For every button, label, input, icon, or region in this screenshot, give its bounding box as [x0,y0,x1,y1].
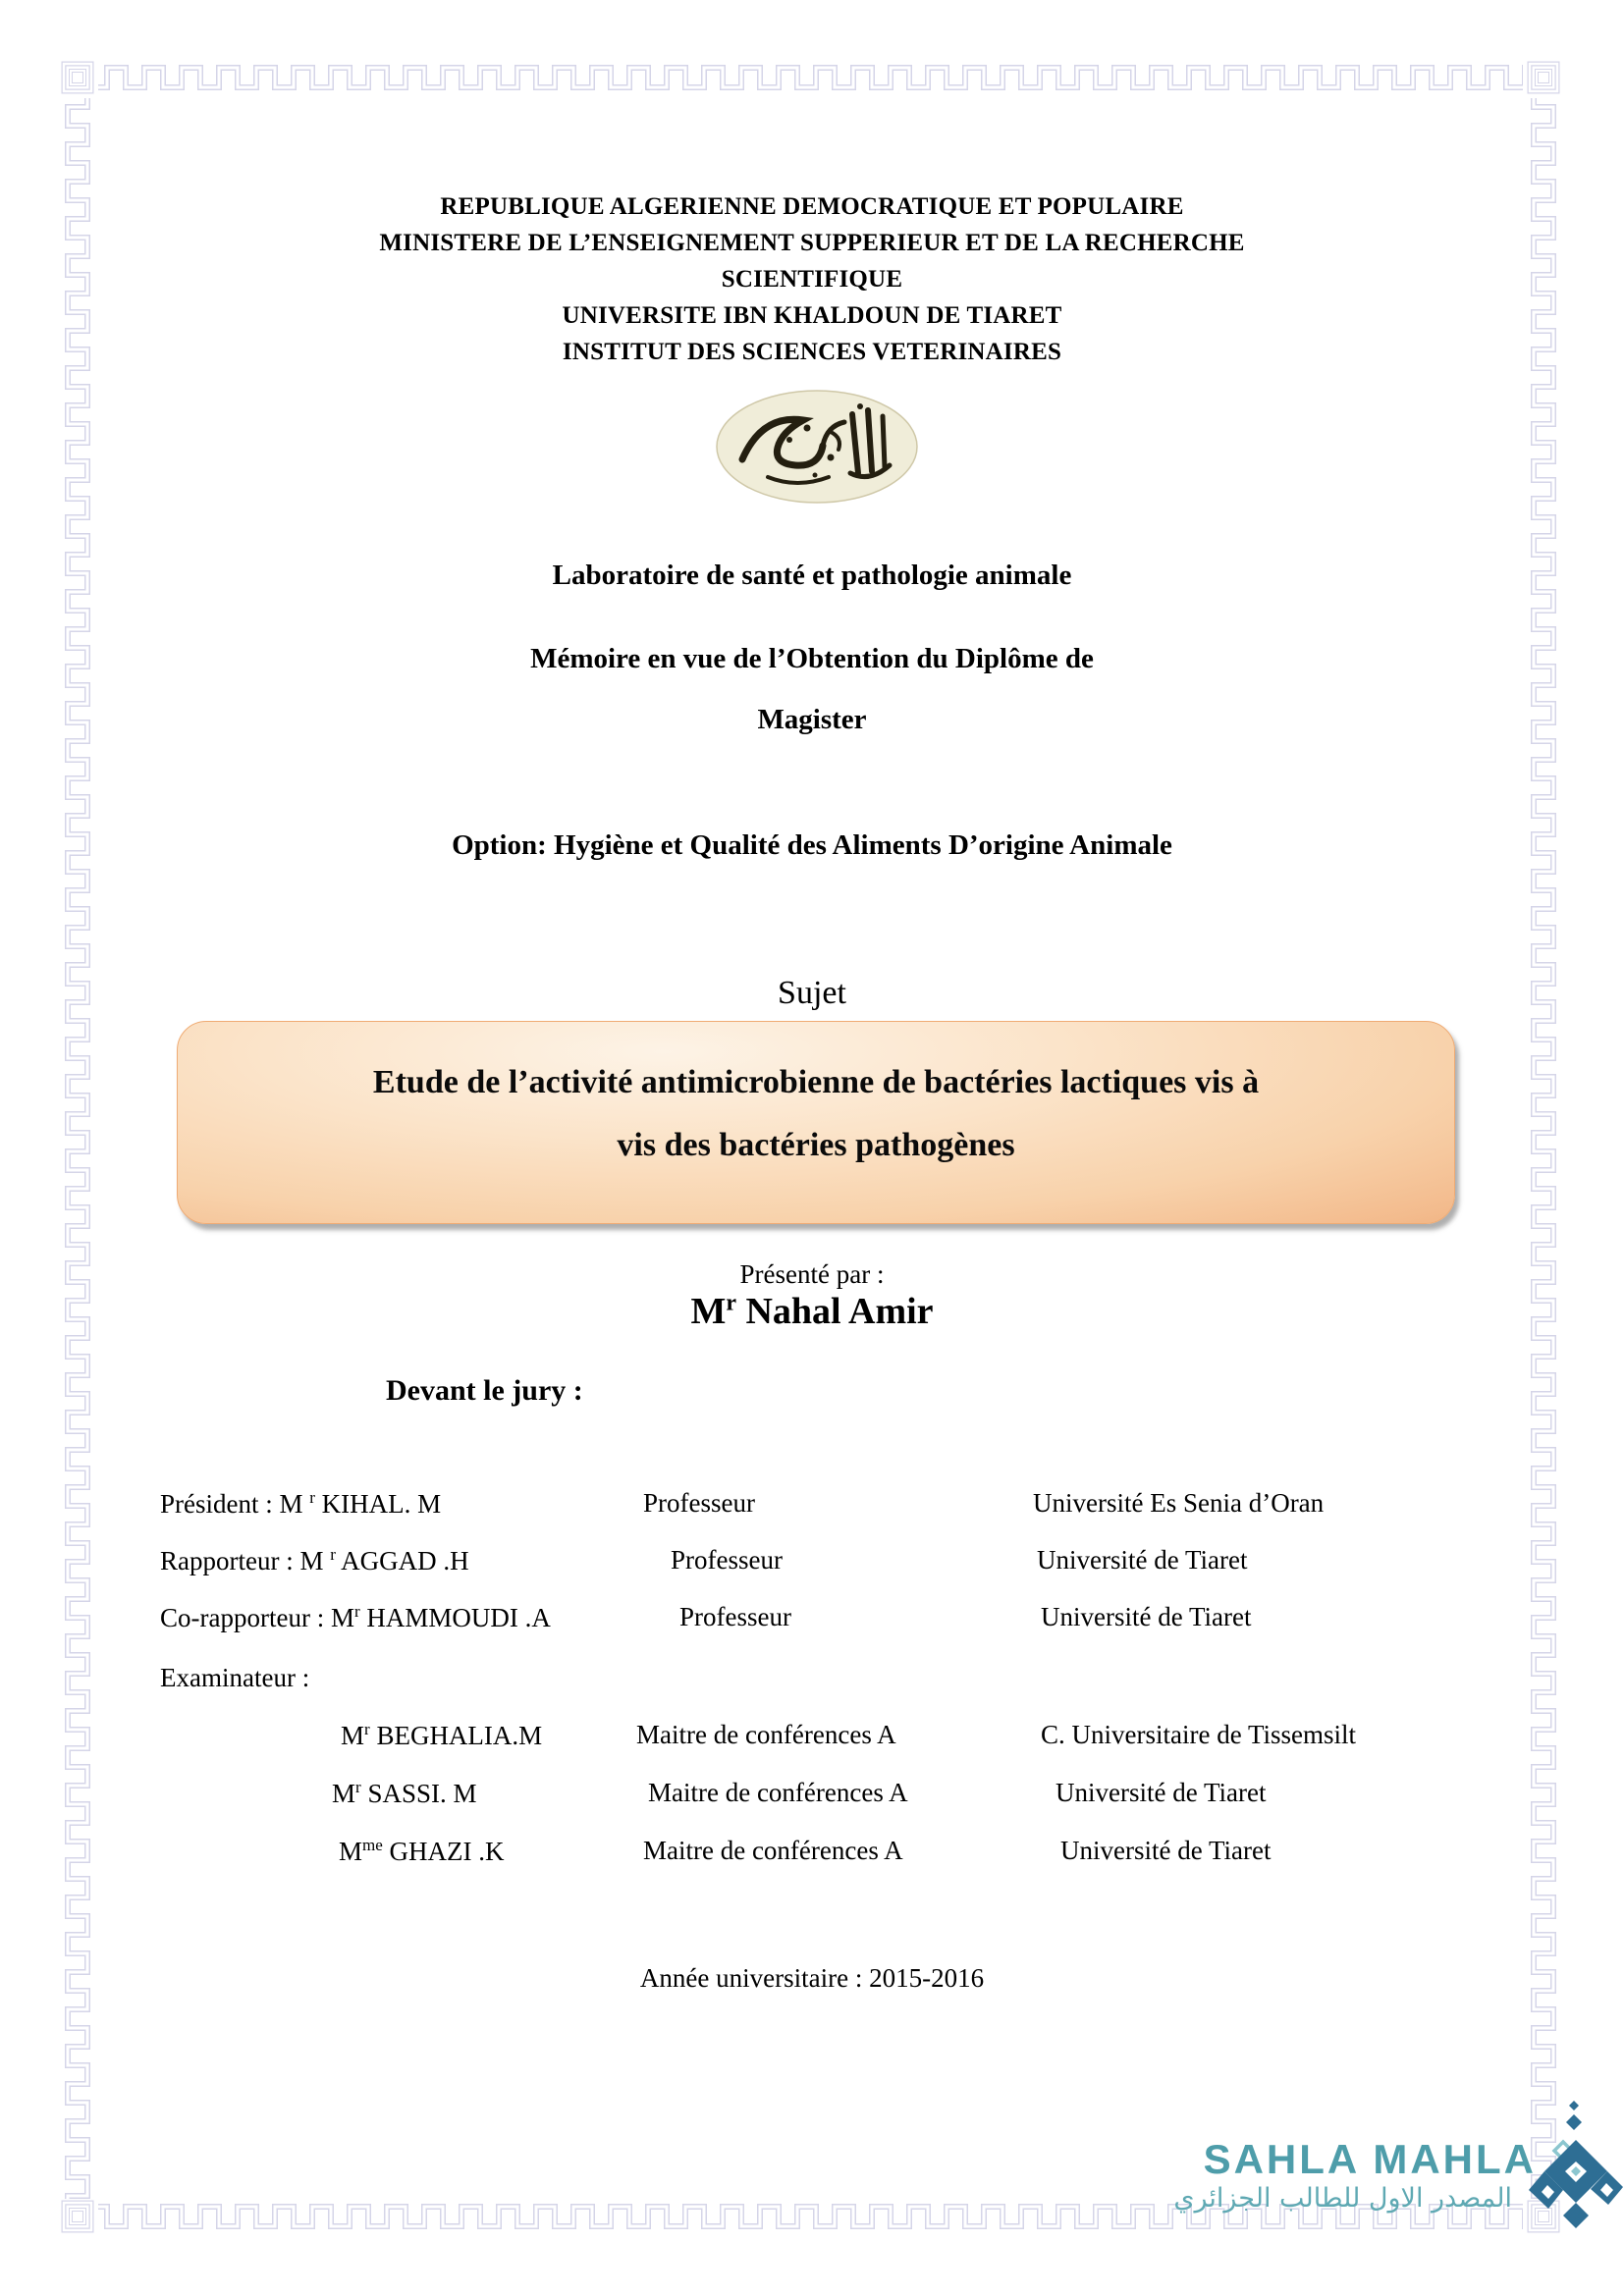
institution-header [0,188,1624,370]
diploma-line: Magister [757,704,867,735]
corner-motif-top-right [1530,64,1557,91]
author-rest: Nahal Amir [735,1291,934,1332]
republic-line: REPUBLIQUE ALGERIENNE DEMOCRATIQUE ET POPULAIRE [440,193,1184,220]
examinateur-label: Examinateur : [160,1663,310,1692]
thesis-title-line-1: Etude de l’activité antimicrobienne de bactéries lactiques vis à [372,1064,1260,1100]
thesis-title-line-2: vis des bactéries pathogènes [617,1127,1015,1163]
jury-member-university: Université de Tiaret [1041,1602,1252,1631]
author-name [0,1290,1624,1333]
jury-member-rank: Professeur [643,1488,755,1518]
sahla-mahla-calligraphy-icon [1528,2099,1624,2236]
jury-member-university: Université Es Senia d’Oran [1033,1488,1325,1518]
sahla-mahla-tagline: المصدر الاول للطالب الجزائري [1173,2183,1512,2214]
examiner-university: Université de Tiaret [1056,1778,1267,1807]
institute-line: INSTITUT DES SCIENCES VETERINAIRES [562,339,1062,365]
examiner-rank: Maitre de conférences A [636,1720,896,1749]
thesis-title [197,1051,1435,1177]
university-seal-icon [713,387,921,507]
academic-year-line: Année universitaire : 2015-2016 [639,1963,985,1993]
examiner-name: $M^{me}$ GHAZI .K [339,1836,505,1866]
jury-heading: Devant le jury : [386,1374,583,1407]
examiner-name: $M^r$ SASSI. M [332,1778,477,1808]
ministry-line-2: SCIENTIFIQUE [721,266,903,293]
examiner-rank: Maitre de conférences A [643,1836,903,1865]
examiner-rank: Maitre de conférences A [648,1778,908,1807]
jury-member-rank: Professeur [671,1545,783,1575]
presented-by-label: Présenté par : [739,1259,885,1289]
thesis-title-box [177,1021,1455,1224]
jury-member-name: Rapporteur : M $^r$ AGGAD .H [160,1545,469,1575]
examiner-university: C. Universitaire de Tissemsilt [1041,1720,1357,1749]
university-line: UNIVERSITE IBN KHALDOUN DE TIARET [562,302,1062,329]
author-sup: r [726,1290,736,1316]
jury-member-rank: Professeur [679,1602,791,1631]
sahla-mahla-wordmark: SAHLA MAHLA [1203,2136,1537,2182]
jury-member-name: Co-rapporteur : $M^r$ HAMMOUDI .A [160,1602,551,1632]
jury-member-name: Président : M $^r$ KIHAL. M [160,1488,442,1519]
corner-motif-top-left [64,64,91,91]
examiner-university: Université de Tiaret [1060,1836,1272,1865]
examiner-name: $M^r$ BEGHALIA.M [341,1720,543,1750]
memoire-line: Mémoire en vue de l’Obtention du Diplôme de [530,643,1094,674]
author-prefix: M [690,1291,727,1332]
ministry-line: MINISTERE DE L’ENSEIGNEMENT SUPPERIEUR ET DE LA RECHERCHE [379,230,1245,256]
corner-motif-bottom-left [64,2203,91,2230]
jury-member-university: Université de Tiaret [1037,1545,1248,1575]
sujet-label: Sujet [778,975,846,1011]
option-line: Option: Hygiène et Qualité des Aliments D’origine Animale [452,829,1172,861]
laboratory-line: Laboratoire de santé et pathologie animale [552,560,1072,591]
